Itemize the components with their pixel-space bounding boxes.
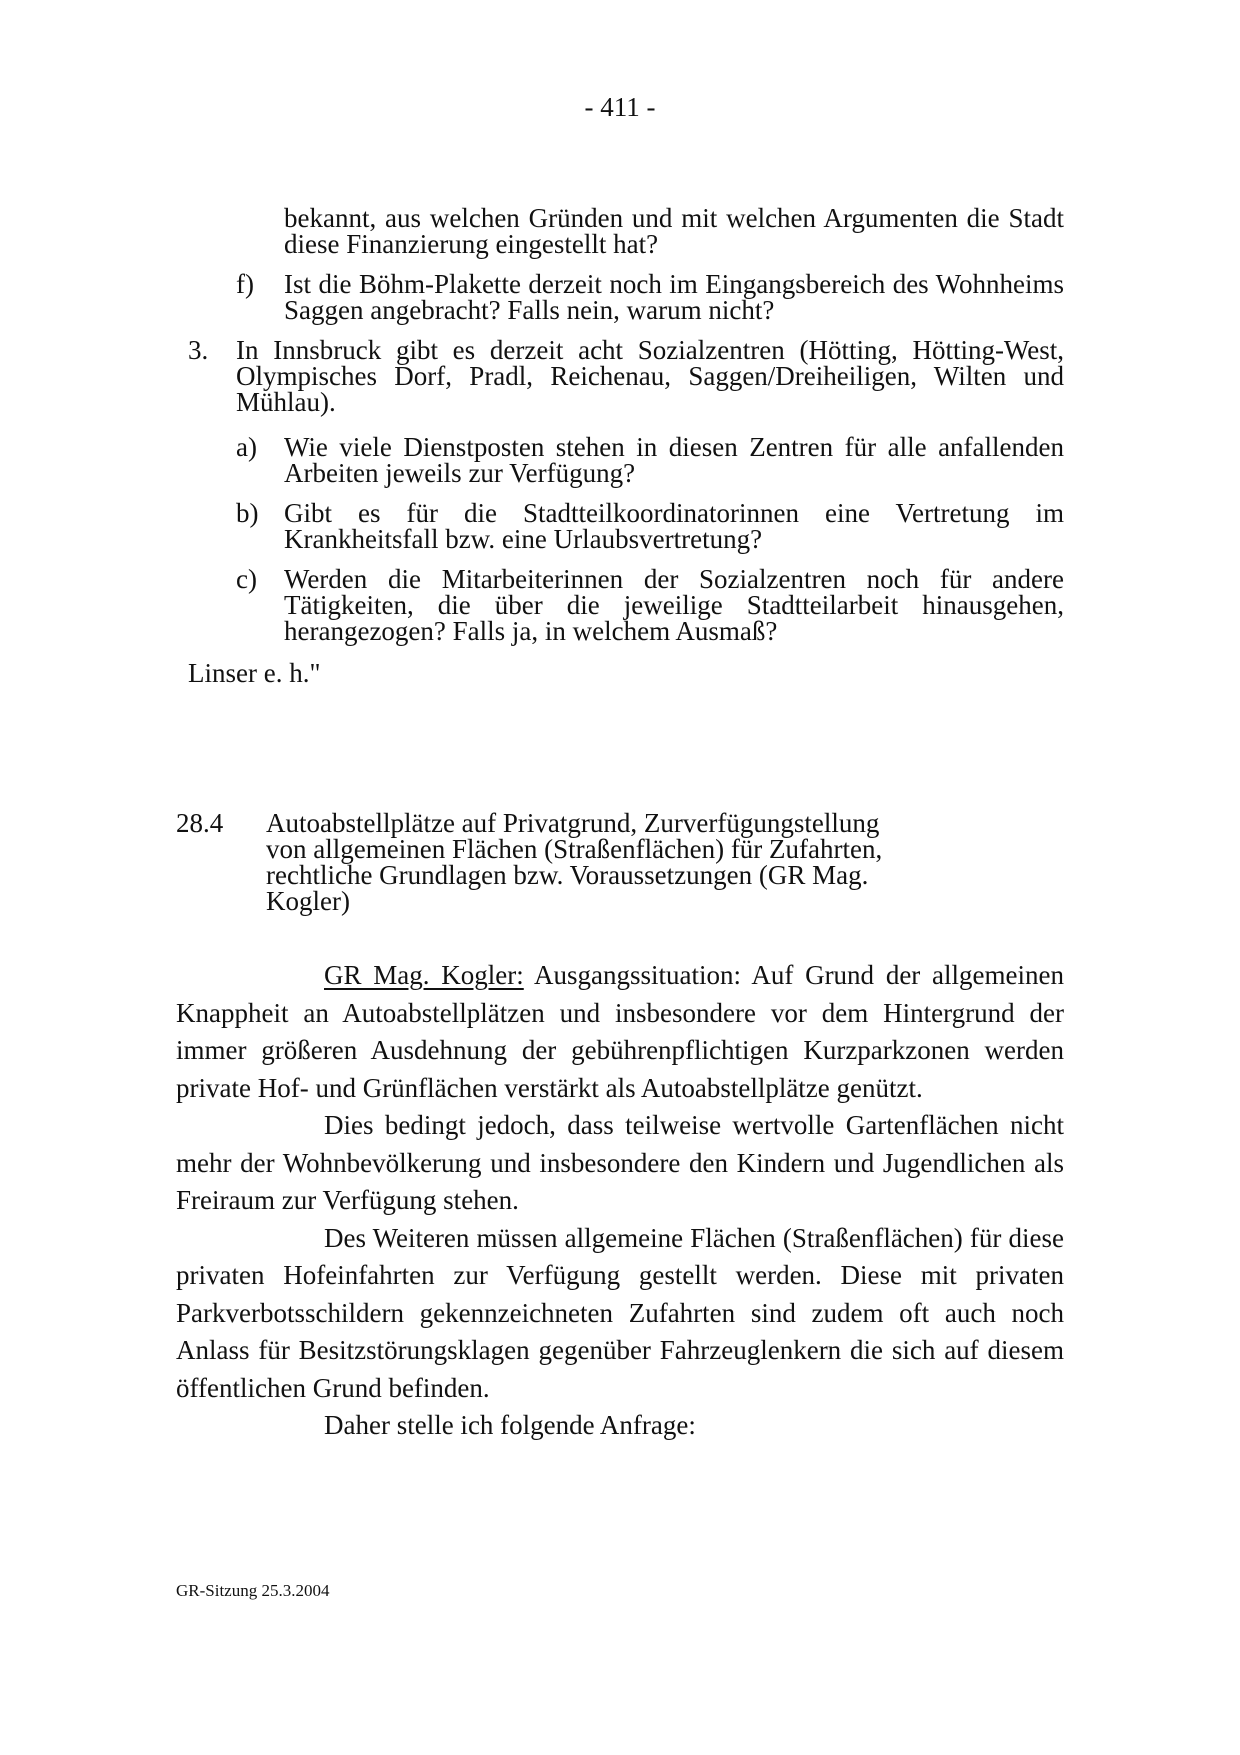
paragraph-1 [176, 957, 1064, 1107]
continuation-text: bekannt, aus welchen Gründen und mit welchen Argumenten die Stadt diese Finanzierung eingestellt hat? [284, 203, 1064, 259]
signature [188, 660, 320, 687]
page-number: - 411 - [584, 92, 656, 122]
list-item-3 [188, 337, 1064, 415]
continuation-paragraph [284, 205, 1064, 257]
sub-item-c [236, 566, 1064, 644]
list-item-label: a) [236, 432, 257, 462]
paragraph-1-text: Ausgangssituation: Auf Grund der allgemeinen Knappheit an Autoabstellplätzen und insbesondere vor dem Hintergrund der immer größeren Ausdehnung der gebührenpflichtigen Kurzparkzonen werden private Hof- und Grünflächen verstärkt als Autoabstellplätze genützt. [176, 960, 1065, 1103]
list-item-text: In Innsbruck gibt es derzeit acht Sozialzentren (Hötting, Hötting-West, Olympisches Dorf, Pradl, Reichenau, Saggen/Dreiheiligen, Wilten und Mühlau). [236, 335, 1064, 417]
list-item-text: Ist die Böhm-Plakette derzeit noch im Eingangsbereich des Wohnheims Saggen angebracht? Falls nein, warum nicht? [284, 269, 1064, 325]
signature-text: Linser e. h." [188, 658, 321, 688]
speaker-name: GR Mag. Kogler: [324, 960, 524, 990]
paragraph-3: Des Weiteren müssen allgemeine Flächen (Straßenflächen) für diese privaten Hofeinfahrten zur Verfügung gestellt werden. Diese mit privaten Parkverbotsschildern gekennzeichneten Zufahrten sind zudem oft auch noch Anlass für Besitzstörungsklagen gegenüber Fahrzeuglenkern die sich auf diesem öffentlichen Grund befinden. [176, 1222, 1064, 1403]
body-text [176, 957, 1064, 1445]
section-number: 28.4 [176, 808, 224, 838]
footer: GR-Sitzung 25.3.2004 [176, 1581, 330, 1600]
list-item-label: c) [236, 564, 257, 594]
sub-item-b [236, 500, 1064, 552]
list-item-text: Wie viele Dienstposten stehen in diesen Zentren für alle anfallenden Arbeiten jeweils zur Verfügung? [284, 432, 1064, 488]
paragraph-4: Daher stelle ich folgende Anfrage: [324, 1410, 696, 1440]
list-item-text: Gibt es für die Stadtteilkoordinatorinnen eine Vertretung im Krankheitsfall bzw. eine Urlaubsvertretung? [284, 498, 1064, 554]
list-item-label: 3. [188, 335, 209, 365]
list-item-label: b) [236, 498, 259, 528]
sub-item-a [236, 434, 1064, 486]
section-title: Autoabstellplätze auf Privatgrund, Zurverfügungstellung von allgemeinen Flächen (Straßenflächen) für Zufahrten, rechtliche Grundlagen bzw. Voraussetzungen (GR Mag. Kogler) [266, 808, 883, 916]
section-heading [176, 810, 926, 914]
paragraph-2: Dies bedingt jedoch, dass teilweise wertvolle Gartenflächen nicht mehr der Wohnbevölkerung und insbesondere den Kindern und Jugendlichen als Freiraum zur Verfügung stehen. [176, 1110, 1064, 1215]
list-item-f [236, 271, 1064, 323]
list-item-label: f) [236, 269, 254, 299]
list-item-text: Werden die Mitarbeiterinnen der Sozialzentren noch für andere Tätigkeiten, die über die jeweilige Stadtteilarbeit hinausgehen, herangezogen? Falls ja, in welchem Ausmaß? [284, 564, 1064, 646]
